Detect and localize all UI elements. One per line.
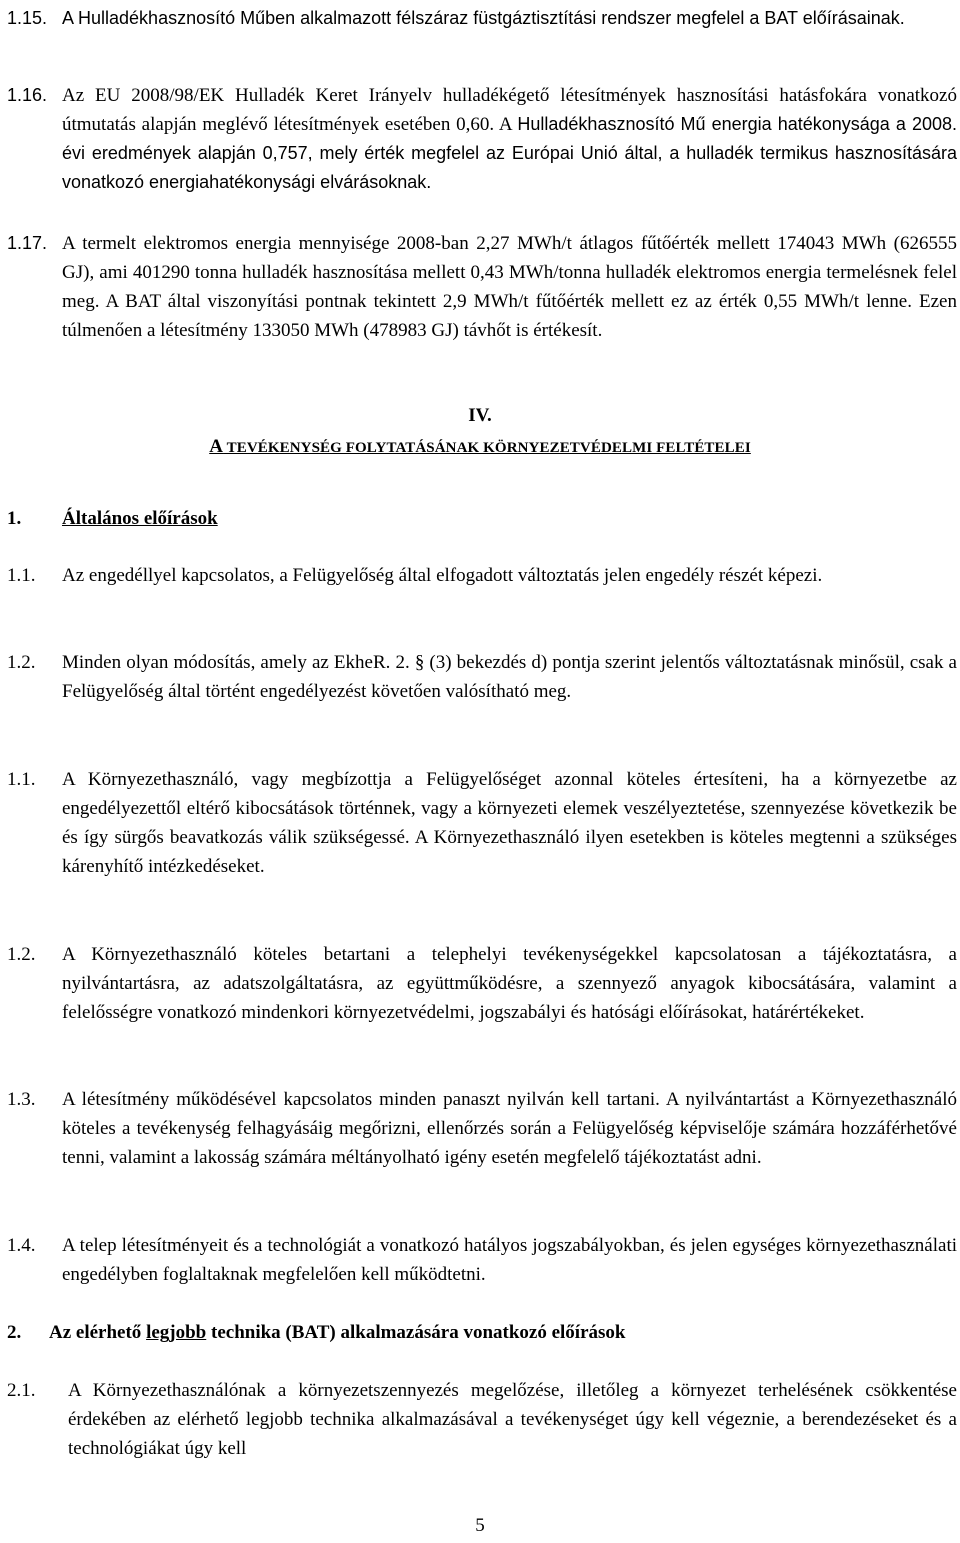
paragraph-item: [7, 940, 957, 1027]
paragraph-text-2: A BAT által viszonyítási pontnak tekintett 2,9 MWh/t fűtőérték mellett ez az érték 0,55 MWh/t lenne.: [105, 291, 912, 312]
paragraph-item: [7, 561, 957, 590]
paragraph-item: [7, 1231, 957, 1289]
section-title-underlined: legjobb: [146, 1322, 207, 1343]
section-title-pre: Az elérhető: [49, 1322, 147, 1343]
chapter-number: IV.: [468, 405, 492, 426]
section-title: Általános előírások: [62, 508, 218, 529]
paragraph-text: A Hulladékhasznosító Műben alkalmazott félszáraz füstgáztisztítási rendszer megfelel a BAT előírásainak.: [62, 8, 905, 28]
paragraph-text: A Környezethasználónak a környezetszennyezés megelőzése, illetőleg a környezet terhelésének csökkentése érdekében az elérhető legjobb technika alkalmazásával a tevékenységet úgy kell végeznie, a berendezéseket és a technológiákat úgy kell: [68, 1380, 957, 1459]
paragraph-text-sans-2: évi eredmények alapján 0,757, mely érték megfelel az Európai Unió által, a hulladék termikus hasznosítására vonatkozó energiahatékonysági elvárásoknak.: [62, 143, 957, 192]
paragraph-text: Minden olyan módosítás, amely az EkheR. 2. § (3) bekezdés d) pontja szerint jelentős változtatásnak minősül, csak a Felügyelőség által történt engedélyezést követően valósítható meg.: [62, 652, 957, 702]
paragraph-1-16: [7, 81, 957, 197]
paragraph-item: [7, 765, 957, 881]
paragraph-text: A telep létesítményeit és a technológiát a vonatkozó hatályos jogszabályokban, és jelen egységes környezethasználati engedélyben foglaltaknak megfelelően kell működtetni.: [62, 1235, 957, 1285]
paragraph-number: 1.4.: [7, 1235, 36, 1256]
paragraph-number: 1.1.: [7, 565, 36, 586]
paragraph-text-1: A termelt elektromos energia mennyisége 2008-ban 2,27 MWh/t átlagos fűtőérték mellett 174043 MWh (626555 GJ), ami 401290 tonna hulladék hasznosítása mellett 0,43 MWh/tonna hulladék elektromos energia termelésnek felel meg.: [62, 233, 957, 312]
paragraph-1-17: [7, 229, 957, 345]
section-number: 1.: [7, 508, 22, 529]
paragraph-number: 1.2.: [7, 652, 36, 673]
paragraph-text: Az engedéllyel kapcsolatos, a Felügyelőség által elfogadott változtatás jelen engedély részét képezi.: [62, 565, 823, 586]
page-number: 5: [475, 1515, 485, 1536]
paragraph-item: [7, 1085, 957, 1172]
section-title-post: technika (BAT) alkalmazására vonatkozó előírások: [206, 1322, 626, 1343]
paragraph-text: A Környezethasználó köteles betartani a telephelyi tevékenységekkel kapcsolatosan a tájékoztatásra, a nyilvántartásra, az adatszolgáltatásra, az együttműködésre, a szennyező anyagok kibocsátására, valamint a felelősségre vonatkozó mindenkori környezetvédelmi, jogszabályi és hatósági előírásokat, határértékeket.: [62, 944, 957, 1023]
section-2-heading: [7, 1318, 625, 1347]
paragraph-number: 1.2.: [7, 944, 36, 965]
paragraph-text: A Környezethasználó, vagy megbízottja a Felügyelőséget azonnal köteles értesíteni, ha a környezetbe az engedélyezettől eltérő kibocsátások történnek, vagy a környezeti elemek veszélyeztetése, szennyezése következik be és így sürgős beavatkozás válik szükségessé. A Környezethasználó ilyen esetekben is köteles megtenni a szükséges kárenyhítő intézkedéseket.: [62, 769, 957, 877]
paragraph-number: 2.1.: [7, 1380, 36, 1401]
paragraph-text-3: Ezen túlmenően a létesítmény 133050 MWh (478983 GJ) távhőt is értékesít.: [62, 291, 957, 341]
paragraph-item: [7, 648, 957, 706]
paragraph-text-sans-1: Hulladékhasznosító Mű energia hatékonysága a 2008.: [517, 114, 957, 134]
paragraph-text-serif: Az EU 2008/98/EK Hulladék Keret Irányelv hulladékégető létesítmények hasznosítási hatásfokára vonatkozó útmutatás alapján meglévő létesítmények esetében 0,60. A: [62, 85, 957, 135]
paragraph-number: 1.15.: [7, 8, 48, 28]
section-1-heading: [7, 504, 218, 533]
chapter-title-initial: A: [209, 436, 224, 457]
paragraph-number: 1.16.: [7, 85, 48, 105]
paragraph-text: A létesítmény működésével kapcsolatos minden panaszt nyilván kell tartani. A nyilvántartást a Környezethasználó köteles a tevékenység felhagyásáig megőrizni, ellenőrzés során a Felügyelőség képviselője számára hozzáférhetővé tenni, valamint a lakosság számára méltányolható igény esetén megfelelő tájékoztatást adni.: [62, 1089, 957, 1168]
paragraph-number: 1.17.: [7, 233, 48, 253]
section-number: 2.: [7, 1322, 22, 1343]
paragraph-1-15: [7, 4, 957, 33]
paragraph-item: [7, 1376, 957, 1463]
paragraph-number: 1.3.: [7, 1089, 36, 1110]
paragraph-number: 1.1.: [7, 769, 36, 790]
chapter-title: [0, 436, 960, 458]
chapter-title-rest: TEVÉKENYSÉG FOLYTATÁSÁNAK KÖRNYEZETVÉDELMI FELTÉTELEI: [223, 440, 751, 456]
